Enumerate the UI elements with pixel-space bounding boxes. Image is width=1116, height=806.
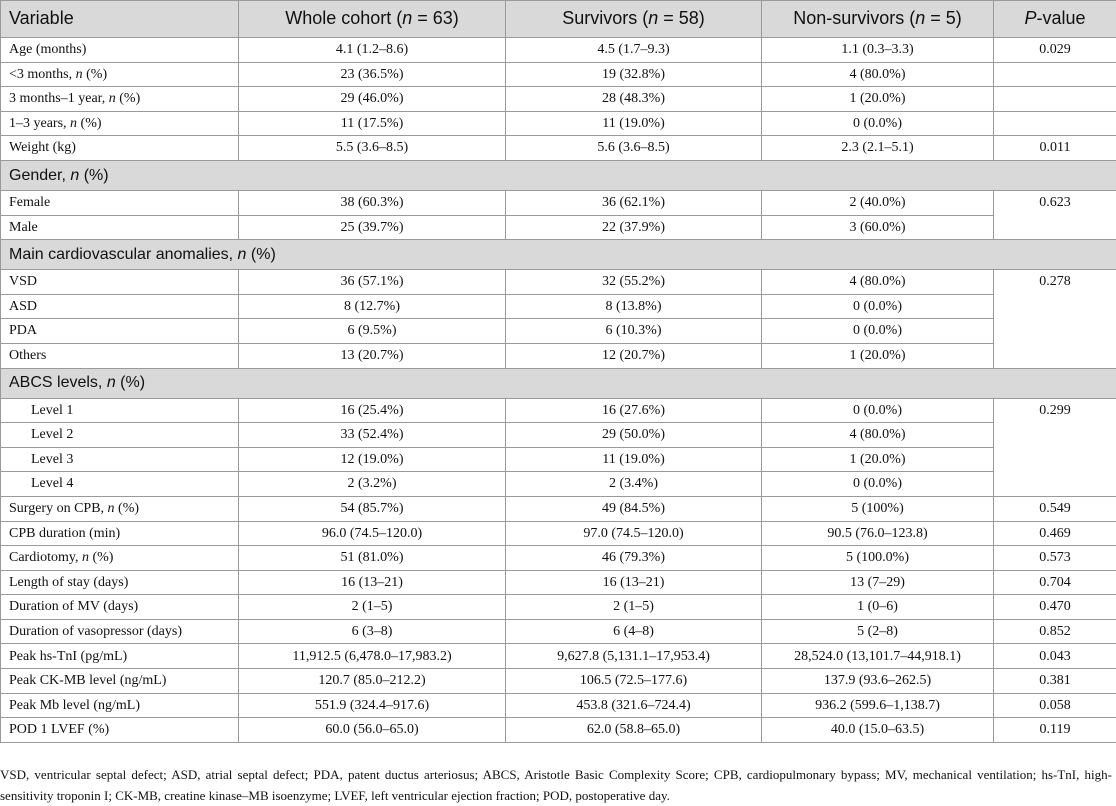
row-label: Length of stay (days) <box>1 570 239 595</box>
header-surv-suffix: = 58) <box>658 8 705 28</box>
cell-whole: 25 (39.7%) <box>239 215 506 240</box>
section-label-text: Gender, <box>9 167 70 184</box>
cell-survivors: 4.5 (1.7–9.3) <box>506 38 762 63</box>
cell-non-survivors: 1 (20.0%) <box>762 343 994 368</box>
cell-p-value: 0.058 <box>994 693 1116 718</box>
cell-non-survivors: 3 (60.0%) <box>762 215 994 240</box>
row-label-text: <3 months, <box>9 67 76 82</box>
header-non-survivors <box>762 1 994 38</box>
row-label <box>1 111 239 136</box>
table-row <box>1 136 1116 161</box>
row-label-n: n <box>109 91 116 106</box>
cell-survivors: 16 (27.6%) <box>506 398 762 423</box>
cell-non-survivors: 1 (0–6) <box>762 595 994 620</box>
table-row <box>1 447 1116 472</box>
table-row <box>1 644 1116 669</box>
cell-survivors: 62.0 (58.8–65.0) <box>506 718 762 743</box>
table-row <box>1 111 1116 136</box>
cell-non-survivors: 5 (100%) <box>762 496 994 521</box>
cell-non-survivors: 5 (2–8) <box>762 619 994 644</box>
section-label-after: (%) <box>79 167 108 184</box>
table-row <box>1 343 1116 368</box>
cell-p-value: 0.573 <box>994 546 1116 571</box>
header-row <box>1 1 1116 38</box>
section-label-after: (%) <box>246 246 275 263</box>
cell-non-survivors: 0 (0.0%) <box>762 294 994 319</box>
header-surv-prefix: Survivors ( <box>562 8 648 28</box>
section-header-gender <box>1 160 1116 190</box>
cell-survivors: 2 (1–5) <box>506 595 762 620</box>
table-row <box>1 669 1116 694</box>
section-label-n: n <box>107 374 116 391</box>
cell-non-survivors: 90.5 (76.0–123.8) <box>762 521 994 546</box>
cell-whole: 2 (3.2%) <box>239 472 506 497</box>
row-label-text: Weight (kg) <box>9 140 76 155</box>
section-label-text: ABCS levels, <box>9 374 107 391</box>
cell-whole: 16 (13–21) <box>239 570 506 595</box>
cell-p-value: 0.011 <box>994 136 1116 161</box>
section-label <box>1 240 1116 270</box>
row-label: Duration of MV (days) <box>1 595 239 620</box>
table-row <box>1 619 1116 644</box>
cell-non-survivors: 0 (0.0%) <box>762 472 994 497</box>
cell-survivors: 106.5 (72.5–177.6) <box>506 669 762 694</box>
row-label-after: (%) <box>77 116 102 131</box>
cell-p-value: 0.299 <box>994 398 1116 496</box>
table-row <box>1 546 1116 571</box>
table-row <box>1 718 1116 743</box>
section-label <box>1 368 1116 398</box>
cell-survivors: 97.0 (74.5–120.0) <box>506 521 762 546</box>
cell-whole: 120.7 (85.0–212.2) <box>239 669 506 694</box>
cell-p-value: 0.043 <box>994 644 1116 669</box>
section-label-after: (%) <box>116 374 145 391</box>
cell-p-value: 0.623 <box>994 190 1116 239</box>
cell-non-survivors: 4 (80.0%) <box>762 62 994 87</box>
cell-p-value <box>994 87 1116 112</box>
cell-non-survivors: 1 (20.0%) <box>762 87 994 112</box>
row-label: CPB duration (min) <box>1 521 239 546</box>
cell-non-survivors: 13 (7–29) <box>762 570 994 595</box>
row-label-after: (%) <box>115 501 140 516</box>
row-label-text: 3 months–1 year, <box>9 91 109 106</box>
cell-p-value: 0.852 <box>994 619 1116 644</box>
row-label: VSD <box>1 270 239 295</box>
row-label: Peak CK-MB level (ng/mL) <box>1 669 239 694</box>
cell-whole: 38 (60.3%) <box>239 190 506 215</box>
cell-whole: 2 (1–5) <box>239 595 506 620</box>
table-row <box>1 38 1116 63</box>
cell-whole: 16 (25.4%) <box>239 398 506 423</box>
cell-whole: 4.1 (1.2–8.6) <box>239 38 506 63</box>
table-row <box>1 423 1116 448</box>
row-label-n: n <box>108 501 115 516</box>
header-nonsurv-suffix: = 5) <box>925 8 962 28</box>
cell-non-survivors: 4 (80.0%) <box>762 423 994 448</box>
row-label-n: n <box>76 67 83 82</box>
cell-whole: 60.0 (56.0–65.0) <box>239 718 506 743</box>
header-variable <box>1 1 239 38</box>
cell-survivors: 12 (20.7%) <box>506 343 762 368</box>
cell-p-value: 0.029 <box>994 38 1116 63</box>
table-row <box>1 570 1116 595</box>
cell-p-value <box>994 111 1116 136</box>
header-p-italic: P <box>1024 8 1036 28</box>
row-label: Duration of vasopressor (days) <box>1 619 239 644</box>
cell-p-value: 0.549 <box>994 496 1116 521</box>
cell-non-survivors: 4 (80.0%) <box>762 270 994 295</box>
cell-survivors: 2 (3.4%) <box>506 472 762 497</box>
row-label: Level 2 <box>1 423 239 448</box>
cell-survivors: 453.8 (321.6–724.4) <box>506 693 762 718</box>
row-label-text: 1–3 years, <box>9 116 70 131</box>
cell-survivors: 9,627.8 (5,131.1–17,953.4) <box>506 644 762 669</box>
cell-non-survivors: 0 (0.0%) <box>762 319 994 344</box>
row-label: Others <box>1 343 239 368</box>
row-label: ASD <box>1 294 239 319</box>
cell-p-value <box>994 62 1116 87</box>
cell-non-survivors: 1 (20.0%) <box>762 447 994 472</box>
cell-non-survivors: 2 (40.0%) <box>762 190 994 215</box>
cell-survivors: 5.6 (3.6–8.5) <box>506 136 762 161</box>
cell-survivors: 32 (55.2%) <box>506 270 762 295</box>
row-label: Male <box>1 215 239 240</box>
row-label <box>1 546 239 571</box>
row-label: PDA <box>1 319 239 344</box>
cell-whole: 11 (17.5%) <box>239 111 506 136</box>
cell-p-value: 0.381 <box>994 669 1116 694</box>
cell-non-survivors: 0 (0.0%) <box>762 398 994 423</box>
cell-whole: 5.5 (3.6–8.5) <box>239 136 506 161</box>
header-survivors <box>506 1 762 38</box>
cell-p-value: 0.278 <box>994 270 1116 368</box>
row-label-text: Age (months) <box>9 42 86 57</box>
row-label <box>1 62 239 87</box>
table-row <box>1 190 1116 215</box>
section-label-n: n <box>70 167 79 184</box>
table-row <box>1 270 1116 295</box>
section-label-text: Main cardiovascular anomalies, <box>9 246 238 263</box>
table-row <box>1 693 1116 718</box>
cell-whole: 96.0 (74.5–120.0) <box>239 521 506 546</box>
table-row <box>1 521 1116 546</box>
cell-non-survivors: 0 (0.0%) <box>762 111 994 136</box>
row-label <box>1 496 239 521</box>
table-row <box>1 496 1116 521</box>
header-whole-suffix: = 63) <box>412 8 459 28</box>
cell-non-survivors: 137.9 (93.6–262.5) <box>762 669 994 694</box>
row-label: Level 3 <box>1 447 239 472</box>
table-row <box>1 398 1116 423</box>
section-label-n: n <box>238 246 247 263</box>
cell-survivors: 29 (50.0%) <box>506 423 762 448</box>
cell-whole: 36 (57.1%) <box>239 270 506 295</box>
cell-whole: 23 (36.5%) <box>239 62 506 87</box>
section-label <box>1 160 1116 190</box>
row-label <box>1 87 239 112</box>
cell-non-survivors: 28,524.0 (13,101.7–44,918.1) <box>762 644 994 669</box>
row-label-after: (%) <box>83 67 108 82</box>
table-row <box>1 595 1116 620</box>
cell-survivors: 8 (13.8%) <box>506 294 762 319</box>
cell-survivors: 19 (32.8%) <box>506 62 762 87</box>
header-whole-cohort <box>239 1 506 38</box>
row-label: Level 1 <box>1 398 239 423</box>
cell-survivors: 28 (48.3%) <box>506 87 762 112</box>
header-nonsurv-prefix: Non-survivors ( <box>793 8 915 28</box>
cell-whole: 11,912.5 (6,478.0–17,983.2) <box>239 644 506 669</box>
cell-survivors: 22 (37.9%) <box>506 215 762 240</box>
cell-survivors: 6 (4–8) <box>506 619 762 644</box>
table-row <box>1 215 1116 240</box>
table-row <box>1 319 1116 344</box>
row-label-n: n <box>82 550 89 565</box>
row-label-after: (%) <box>116 91 141 106</box>
row-label-text: Cardiotomy, <box>9 550 82 565</box>
cell-survivors: 36 (62.1%) <box>506 190 762 215</box>
cell-whole: 8 (12.7%) <box>239 294 506 319</box>
table-row <box>1 294 1116 319</box>
row-label: POD 1 LVEF (%) <box>1 718 239 743</box>
row-label: Female <box>1 190 239 215</box>
row-label <box>1 38 239 63</box>
header-whole-n: n <box>402 8 412 28</box>
table-row <box>1 87 1116 112</box>
cell-survivors: 16 (13–21) <box>506 570 762 595</box>
cell-whole: 6 (3–8) <box>239 619 506 644</box>
cell-non-survivors: 936.2 (599.6–1,138.7) <box>762 693 994 718</box>
section-header-anomalies <box>1 240 1116 270</box>
row-label-n: n <box>70 116 77 131</box>
table-footnote: VSD, ventricular septal defect; ASD, atrial septal defect; PDA, patent ductus arteriosus; ABCS, Aristotle Basic Complexity Score; CPB, cardiopulmonary bypass; MV, mechanical ventilation; hs-TnI, high-sensitivity troponin I; CK-MB, creatine kinase–MB isoenzyme; LVEF, left ventricular ejection fraction; POD, postoperative day. <box>0 764 1112 806</box>
cell-whole: 551.9 (324.4–917.6) <box>239 693 506 718</box>
table-row <box>1 62 1116 87</box>
section-header-abcs <box>1 368 1116 398</box>
cell-whole: 6 (9.5%) <box>239 319 506 344</box>
header-whole-prefix: Whole cohort ( <box>285 8 402 28</box>
cell-whole: 13 (20.7%) <box>239 343 506 368</box>
row-label <box>1 136 239 161</box>
cell-survivors: 46 (79.3%) <box>506 546 762 571</box>
row-label-after: (%) <box>89 550 114 565</box>
header-p-suffix: -value <box>1036 8 1085 28</box>
cell-survivors: 6 (10.3%) <box>506 319 762 344</box>
cell-whole: 33 (52.4%) <box>239 423 506 448</box>
cell-survivors: 11 (19.0%) <box>506 447 762 472</box>
cell-whole: 51 (81.0%) <box>239 546 506 571</box>
cell-whole: 54 (85.7%) <box>239 496 506 521</box>
cell-p-value: 0.469 <box>994 521 1116 546</box>
row-label-text: Surgery on CPB, <box>9 501 108 516</box>
header-surv-n: n <box>648 8 658 28</box>
row-label: Peak Mb level (ng/mL) <box>1 693 239 718</box>
cell-non-survivors: 1.1 (0.3–3.3) <box>762 38 994 63</box>
row-label: Peak hs-TnI (pg/mL) <box>1 644 239 669</box>
cell-non-survivors: 40.0 (15.0–63.5) <box>762 718 994 743</box>
cell-non-survivors: 5 (100.0%) <box>762 546 994 571</box>
cell-survivors: 11 (19.0%) <box>506 111 762 136</box>
cell-survivors: 49 (84.5%) <box>506 496 762 521</box>
cell-whole: 29 (46.0%) <box>239 87 506 112</box>
cell-p-value: 0.704 <box>994 570 1116 595</box>
table-row <box>1 472 1116 497</box>
cell-p-value: 0.470 <box>994 595 1116 620</box>
header-nonsurv-n: n <box>915 8 925 28</box>
cell-p-value: 0.119 <box>994 718 1116 743</box>
header-p-value <box>994 1 1116 38</box>
cell-non-survivors: 2.3 (2.1–5.1) <box>762 136 994 161</box>
row-label: Level 4 <box>1 472 239 497</box>
header-variable-text: Variable <box>9 8 74 28</box>
cell-whole: 12 (19.0%) <box>239 447 506 472</box>
